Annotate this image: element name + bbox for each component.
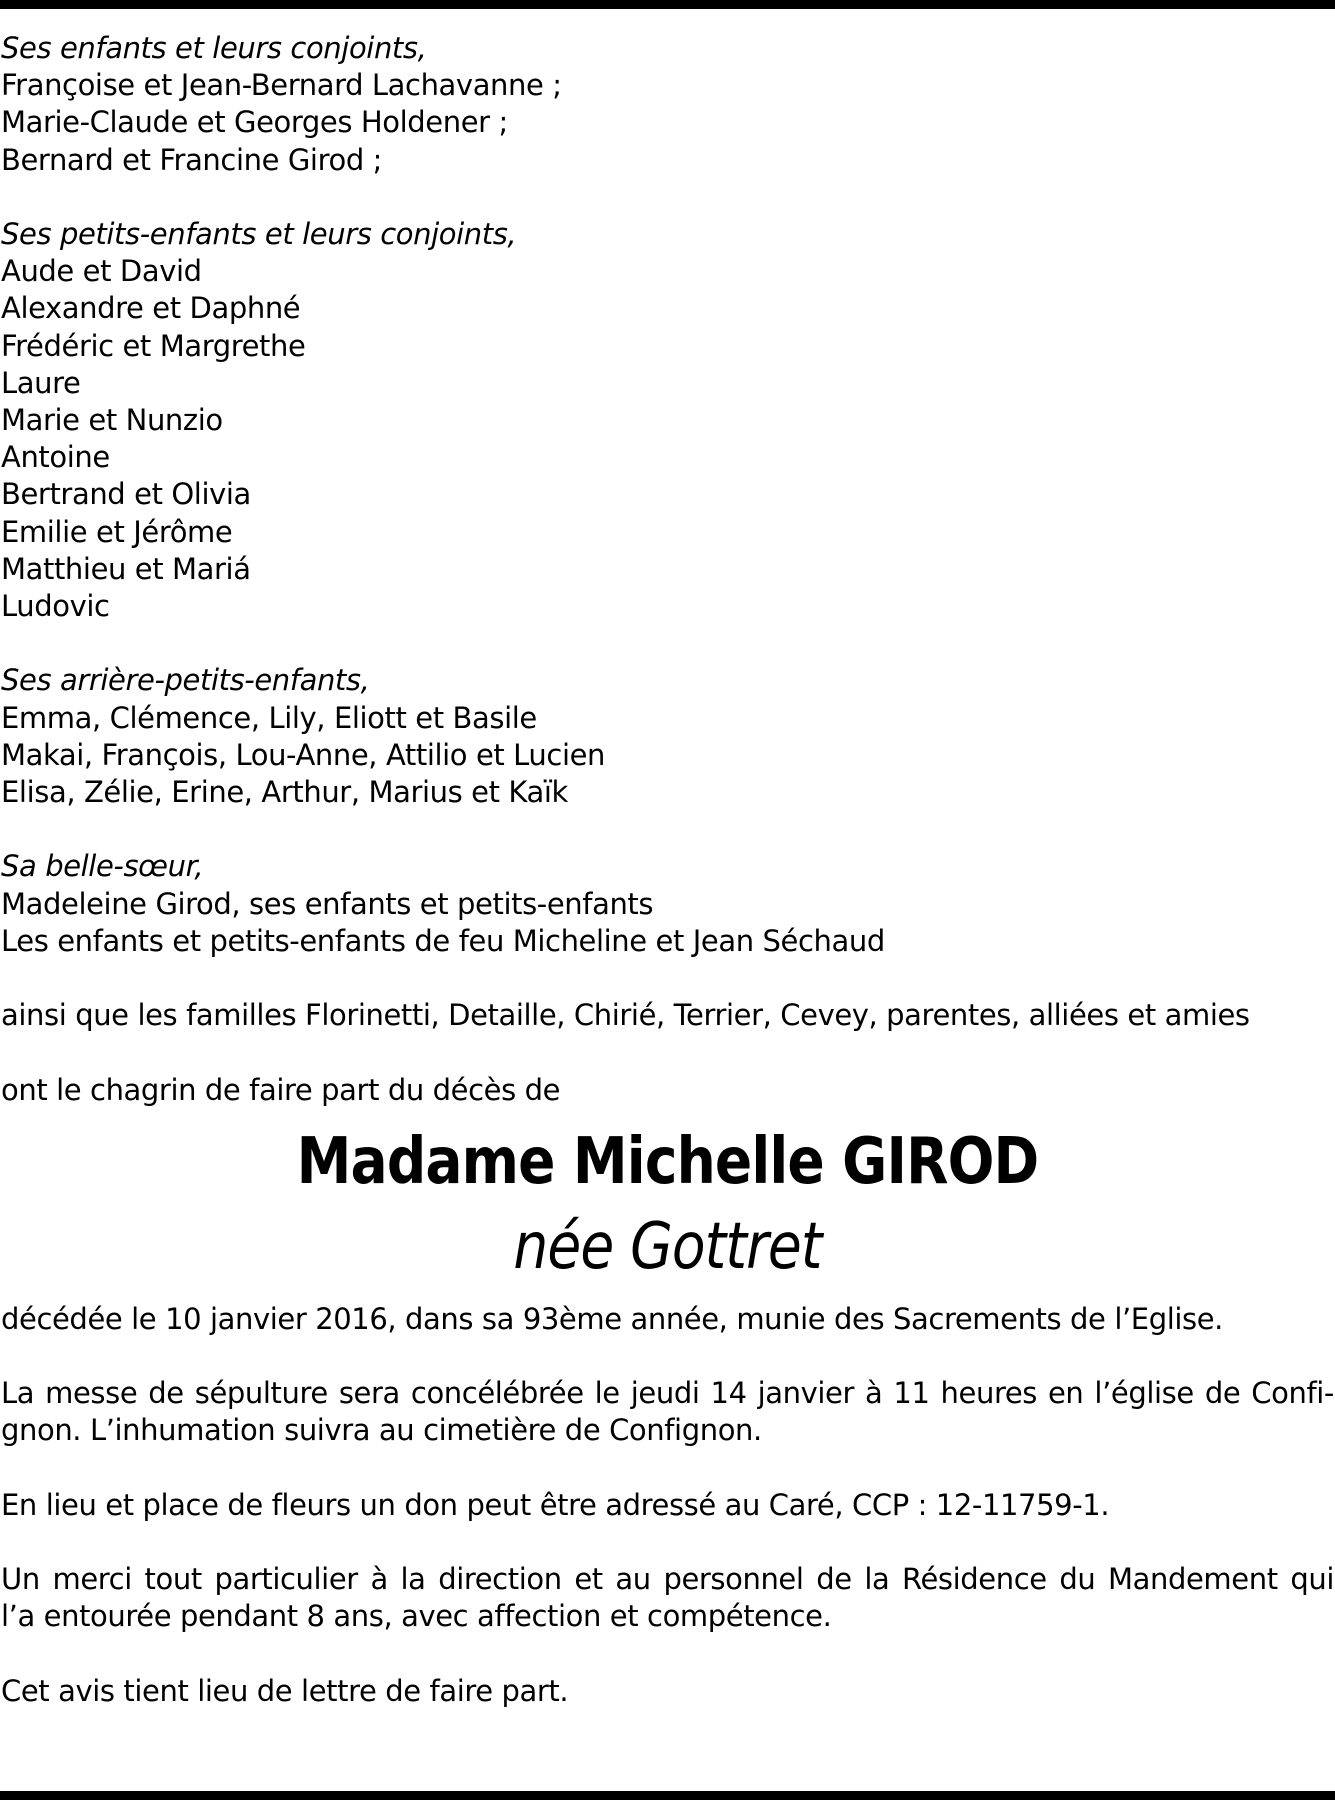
family-line: Alexandre et Daphné bbox=[1, 291, 301, 326]
paragraph-line: gnon. L’inhumation suivra au cimetière de Confignon. bbox=[1, 1413, 762, 1448]
children-section bbox=[1, 30, 1334, 179]
section-heading: Ses enfants et leurs conjoints, bbox=[1, 31, 427, 65]
spacer bbox=[1, 1287, 1334, 1301]
section-heading: Ses petits-enfants et leurs conjoints, bbox=[1, 217, 517, 251]
thanks-paragraph bbox=[1, 1561, 1334, 1635]
announcement-line: ont le chagrin de faire part du décès de bbox=[1, 1072, 561, 1107]
family-line: Emma, Clémence, Lily, Eliott et Basile bbox=[1, 700, 537, 735]
donation-paragraph: En lieu et place de fleurs un don peut être adressé au Caré, CCP : 12-11759-1. bbox=[1, 1487, 1110, 1522]
paragraph-line: La messe de sépulture sera concélébrée le jeudi 14 janvier à 11 heures en l’église de Confi- bbox=[1, 1376, 1334, 1411]
family-line: Antoine bbox=[1, 440, 110, 475]
family-line: Matthieu et Mariá bbox=[1, 551, 251, 586]
spacer bbox=[1, 1524, 1334, 1561]
family-line: Emilie et Jérôme bbox=[1, 514, 233, 549]
family-line: Marie et Nunzio bbox=[1, 403, 223, 438]
family-line: Bernard et Francine Girod ; bbox=[1, 142, 383, 177]
great-grandchildren-section bbox=[1, 662, 1334, 811]
spacer bbox=[1, 179, 1334, 216]
family-line: Les enfants et petits-enfants de feu Micheline et Jean Séchaud bbox=[1, 923, 885, 958]
spacer bbox=[1, 960, 1334, 997]
family-line: Madeleine Girod, ses enfants et petits-enfants bbox=[1, 886, 654, 921]
families-line: ainsi que les familles Florinetti, Detaille, Chirié, Terrier, Cevey, parentes, alliées et amies bbox=[1, 998, 1250, 1033]
family-line: Elisa, Zélie, Erine, Arthur, Marius et Kaïk bbox=[1, 775, 568, 810]
deceased-maiden-name: née Gottret bbox=[513, 1209, 822, 1284]
obituary-notice bbox=[1, 30, 1334, 1710]
death-paragraph: décédée le 10 janvier 2016, dans sa 93ème année, munie des Sacrements de l’Eglise. bbox=[1, 1301, 1224, 1336]
spacer bbox=[1, 1450, 1334, 1487]
funeral-mass-paragraph bbox=[1, 1375, 1334, 1449]
family-line: Makai, François, Lou-Anne, Attilio et Lucien bbox=[1, 737, 606, 772]
family-line: Aude et David bbox=[1, 254, 202, 289]
paragraph-line: l’a entourée pendant 8 ans, avec affection et compétence. bbox=[1, 1599, 832, 1634]
family-line: Bertrand et Olivia bbox=[1, 477, 251, 512]
deceased-name: Madame Michelle GIROD bbox=[296, 1124, 1039, 1199]
section-heading: Ses arrière-petits-enfants, bbox=[1, 663, 370, 698]
bottom-rule bbox=[0, 1791, 1335, 1800]
deceased-name-block bbox=[1, 1117, 1334, 1287]
spacer bbox=[1, 811, 1334, 848]
family-line: Laure bbox=[1, 365, 81, 400]
family-line: Marie-Claude et Georges Holdener ; bbox=[1, 105, 508, 140]
section-heading: Sa belle-sœur, bbox=[1, 849, 204, 884]
paragraph-line: Un merci tout particulier à la direction et au personnel de la Résidence du Mandement qui bbox=[1, 1562, 1334, 1597]
family-line: Françoise et Jean-Bernard Lachavanne ; bbox=[1, 68, 562, 103]
spacer bbox=[1, 1034, 1334, 1071]
family-line: Ludovic bbox=[1, 589, 110, 624]
spacer bbox=[1, 1338, 1334, 1375]
family-line: Frédéric et Margrethe bbox=[1, 328, 306, 363]
closing-line: Cet avis tient lieu de lettre de faire part. bbox=[1, 1673, 569, 1708]
top-rule bbox=[0, 0, 1335, 9]
grandchildren-section bbox=[1, 216, 1334, 625]
spacer bbox=[1, 1636, 1334, 1673]
sister-in-law-section bbox=[1, 848, 1334, 960]
spacer bbox=[1, 625, 1334, 662]
